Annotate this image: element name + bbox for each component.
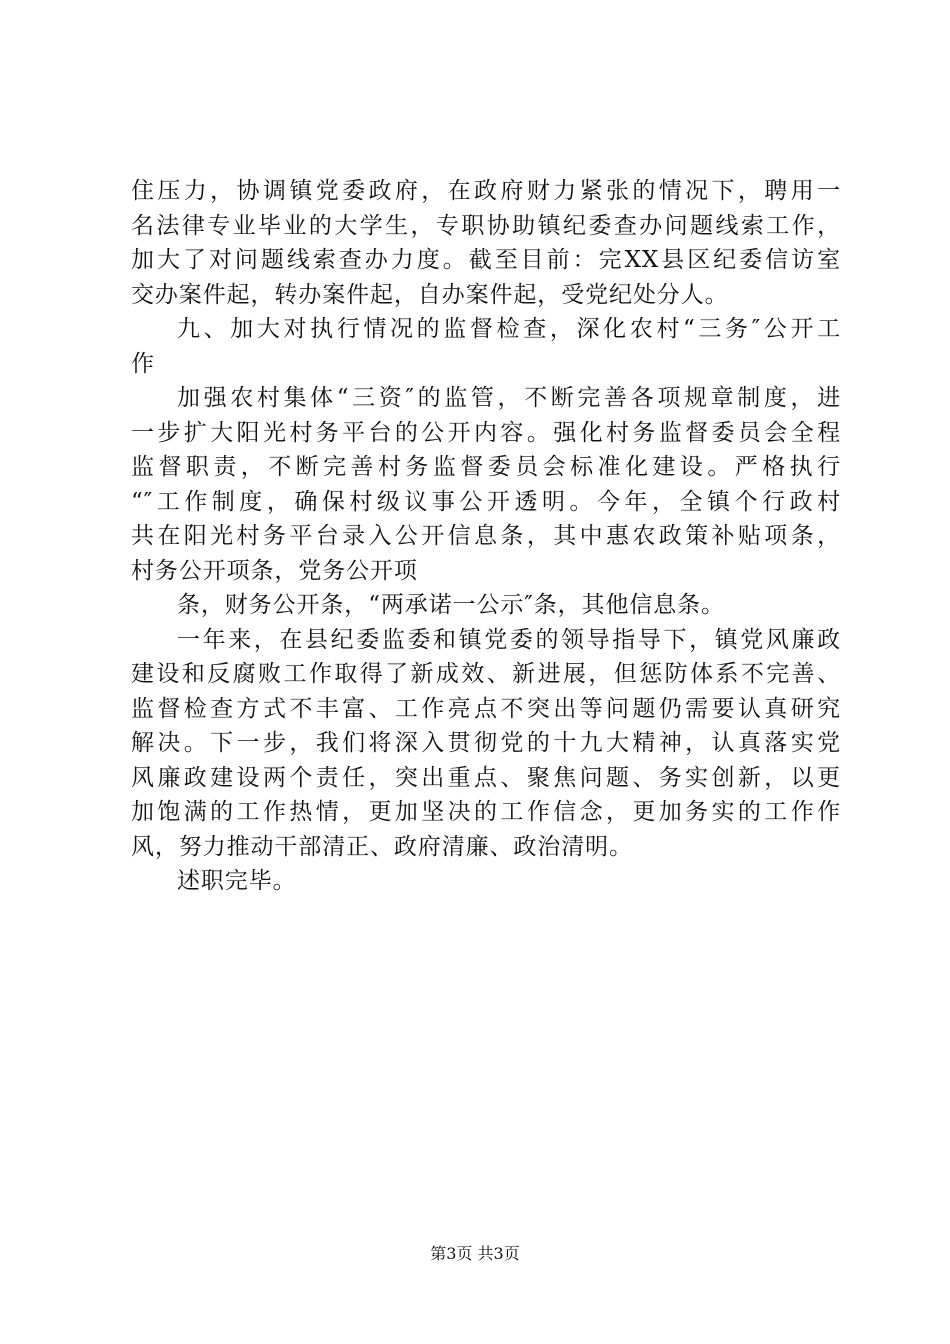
closing-line: 述职完毕。	[177, 868, 297, 894]
body-line: “″工作制度，确保村级议事公开透明。今年，全镇个行政村	[131, 488, 841, 515]
body-line: 风，努力推动干部清正、政府清廉、政治清明。	[131, 833, 633, 860]
body-line: 名法律专业毕业的大学生，专职协助镇纪委查办问题线索工作，	[131, 212, 841, 239]
body-line: 加大了对问题线索查办力度。截至目前：完XX县区纪委信访室	[131, 247, 841, 273]
section-heading-line: 作	[131, 350, 155, 377]
body-line: 解决。下一步，我们将深入贯彻党的十九大精神，认真落实党	[131, 730, 841, 756]
body-line: 交办案件起，转办案件起，自办案件起，受党纪处分人。	[131, 281, 729, 308]
page-number-footer: 第3页 共3页	[430, 1244, 520, 1263]
body-line: 加强农村集体“三资″的监管，不断完善各项规章制度，进	[177, 385, 841, 411]
body-line: 住压力，协调镇党委政府，在政府财力紧张的情况下，聘用一	[131, 178, 841, 204]
section-heading-line: 九、加大对执行情况的监督检查，深化农村“三务″公开工	[177, 316, 841, 342]
body-line: 监督检查方式不丰富、工作亮点不突出等问题仍需要认真研究	[131, 695, 841, 722]
body-line: 加饱满的工作热情，更加坚决的工作信念，更加务实的工作作	[131, 799, 841, 825]
body-line: 建设和反腐败工作取得了新成效、新进展，但惩防体系不完善、	[131, 661, 841, 687]
body-line: 共在阳光村务平台录入公开信息条，其中惠农政策补贴项条，	[131, 523, 841, 549]
body-line: 一年来，在县纪委监委和镇党委的领导指导下，镇党风廉政	[177, 626, 841, 653]
body-line: 村务公开项条，党务公开项	[131, 557, 418, 584]
body-line: 条，财务公开条，“两承诺一公示″条，其他信息条。	[177, 592, 725, 618]
body-line: 监督职责，不断完善村务监督委员会标准化建设。严格执行	[131, 454, 841, 480]
body-line: 风廉政建设两个责任，突出重点、聚焦问题、务实创新，以更	[131, 764, 841, 791]
body-line: 一步扩大阳光村务平台的公开内容。强化村务监督委员会全程	[131, 419, 841, 446]
document-body	[131, 174, 841, 899]
